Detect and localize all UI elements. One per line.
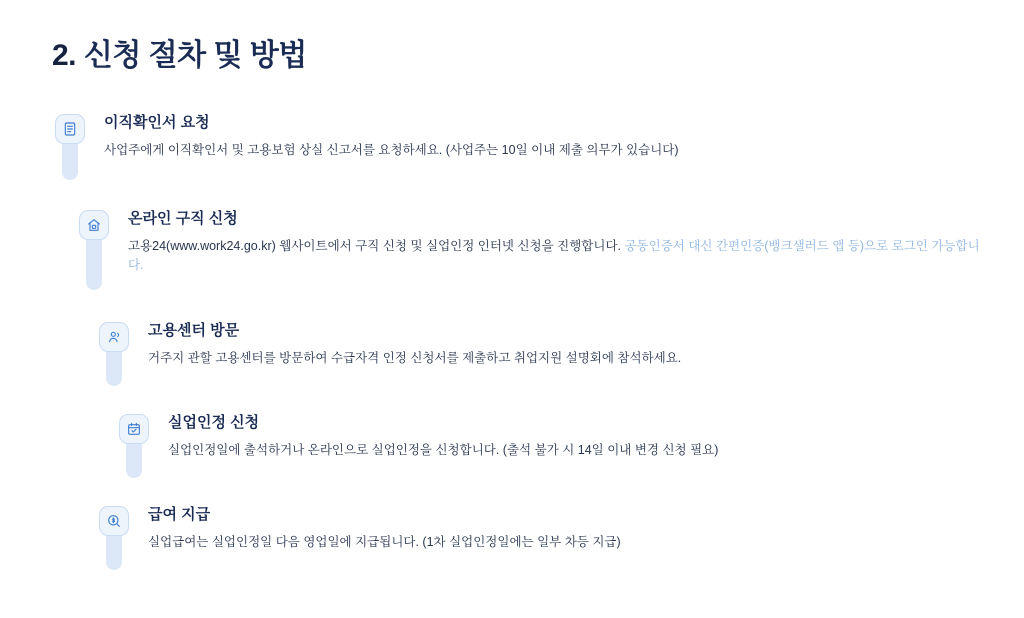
page-title-text: 신청 절차 및 방법 <box>76 39 307 72</box>
step-description-text: 실업인정일에 출석하거나 온라인으로 실업인정을 신청합니다. (출석 불가 시 14일 이내 변경 신청 필요) <box>168 443 719 457</box>
step-texts <box>128 210 994 276</box>
step-description-text: 사업주에게 이직확인서 및 고용보험 상실 신고서를 요청하세요. (사업주는 10일 이내 제출 의무가 있습니다) <box>104 143 679 157</box>
step-title: 온라인 구직 신청 <box>128 210 238 227</box>
list-item <box>0 312 1024 404</box>
step-description <box>168 441 718 460</box>
step-description-text: 거주지 관할 고용센터를 방문하여 수급자격 인정 신청서를 제출하고 취업지원 설명회에 참석하세요. <box>148 351 682 365</box>
step-texts <box>148 322 681 368</box>
step-title: 고용센터 방문 <box>148 322 240 339</box>
calendar-check-icon <box>119 414 149 444</box>
step-description <box>104 141 679 160</box>
home-monitor-icon <box>79 210 109 240</box>
list-item <box>0 200 1024 312</box>
step-texts <box>168 414 718 460</box>
list-item <box>0 496 1024 588</box>
step-description-text: 고용24(www.work24.go.kr) 웹사이트에서 구직 신청 및 실업인정 인터넷 신청을 진행합니다. <box>128 239 625 253</box>
step-texts <box>104 114 679 160</box>
person-support-icon <box>99 322 129 352</box>
list-item <box>0 104 1024 200</box>
step-description <box>128 237 994 276</box>
list-item <box>0 404 1024 496</box>
steps-list <box>0 104 1024 588</box>
step-title: 실업인정 신청 <box>168 414 260 431</box>
document-icon <box>55 114 85 144</box>
page-title-number: 2. <box>52 39 77 72</box>
step-description-text: 실업급여는 실업인정일 다음 영업일에 지급됩니다. (1차 실업인정일에는 일부 차등 지급) <box>148 535 621 549</box>
step-texts <box>148 506 621 552</box>
step-title: 급여 지급 <box>148 506 211 523</box>
step-description-muted: 공동인증서 대신 간편인증(뱅크샐러드 앱 등)으로 로그인 가능합니다. <box>128 239 980 273</box>
step-description <box>148 349 681 368</box>
money-coin-icon <box>99 506 129 536</box>
step-description <box>148 533 621 552</box>
step-title: 이직확인서 요청 <box>104 114 210 131</box>
page-title <box>52 30 307 74</box>
